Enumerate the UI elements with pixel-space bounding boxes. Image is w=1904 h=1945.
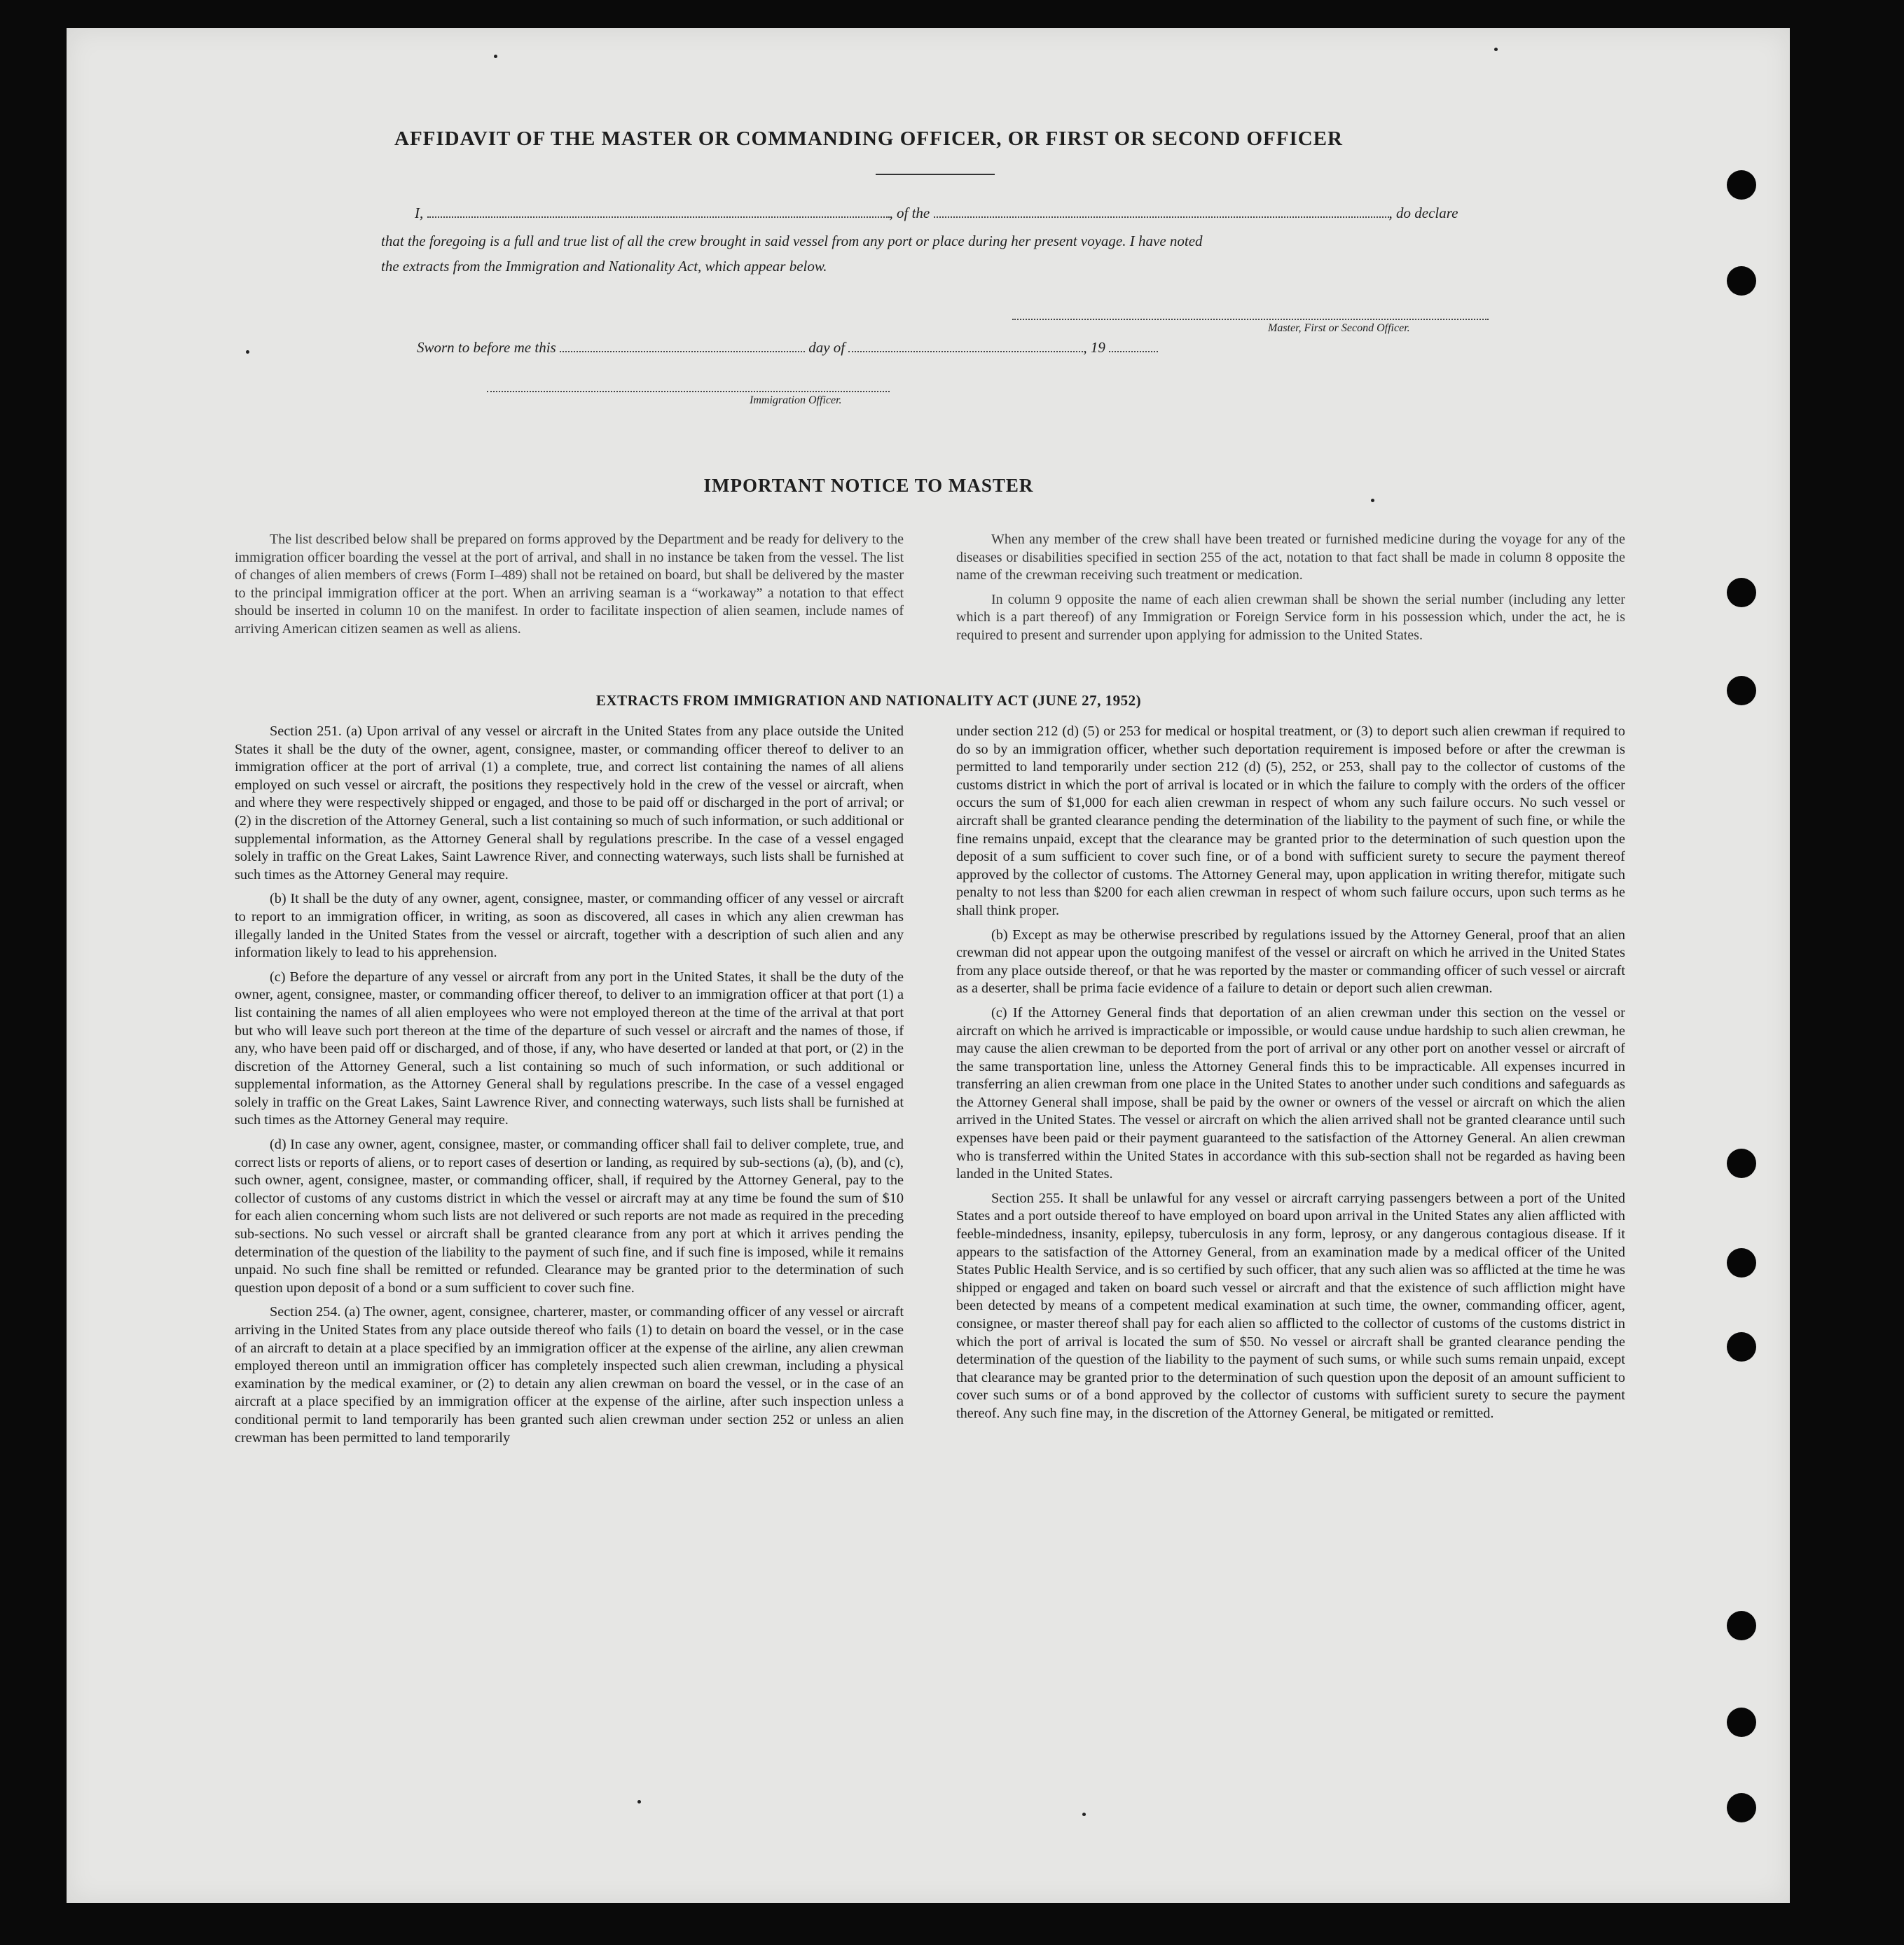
punch-hole	[1727, 1332, 1756, 1362]
punch-hole	[1727, 266, 1756, 296]
master-signature-label: Master, First or Second Officer.	[1268, 322, 1410, 334]
extract-paragraph: (b) Except as may be otherwise prescribed by regulations issued by the Attorney General, proof that an alien crewman did not appear upon the outgoing manifest of the vessel or aircraft on which he arrived in the United States from any place outside thereof, or that he was reported by the master or commanding officer of such vessel or aircraft as a deserter, shall be prima facie evidence of a failure to detain or deport such alien crewman.	[956, 927, 1625, 997]
notice-paragraph: In column 9 opposite the name of each alien crewman shall be shown the serial number (including any letter which is a part thereof) of any Immigration or Foreign Service form in his possession which, under the act, he is required to present and surrender upon applying for admission to the United States.	[956, 591, 1625, 643]
year-blank	[1109, 351, 1158, 352]
extracts-right-column	[956, 723, 1625, 1430]
speck	[637, 1800, 641, 1804]
master-signature-line	[1012, 319, 1489, 320]
immigration-officer-signature-line	[487, 391, 890, 392]
affidavit-line-1	[415, 205, 1458, 222]
punch-hole	[1727, 1708, 1756, 1737]
speck	[246, 350, 249, 354]
notice-title: IMPORTANT NOTICE TO MASTER	[703, 475, 1034, 496]
sworn-label: Sworn to before me this	[417, 339, 556, 356]
affidavit-line-2: that the foregoing is a full and true list of all the crew brought in said vessel from any port or place during her present voyage. I have noted	[381, 233, 1203, 249]
day-of-label: day of	[808, 339, 846, 356]
extract-paragraph: under section 212 (d) (5) or 253 for medical or hospital treatment, or (3) to deport such alien crewman if required to do so by an immigration officer, whether such deportation requirement is imposed before or after the crewman is permitted to land temporarily under section 212 (d) (5), 252, or 253, shall pay to the collector of customs of the customs district in which the port of arrival is located or in which the failure to comply with the orders of the officer occurs the sum of $1,000 for each alien crewman in respect of whom any such failure occurs. No such vessel or aircraft shall be granted clearance pending the determination of the liability to the payment of such fine, or while the fine remains unpaid, except that the clearance may be granted prior to the determination of such question upon the deposit of a sum sufficient to cover such fine, or of a bond with sufficient surety to secure the payment thereof approved by the collector of customs. The Attorney General may, upon application in writing therefor, mitigate such penalty to not less than $200 for each alien crewman in respect of whom such failure occurs, upon such terms as he shall think proper.	[956, 724, 1625, 918]
punch-hole	[1727, 1248, 1756, 1278]
affidavit-line-3: the extracts from the Immigration and Nationality Act, which appear below.	[381, 258, 827, 275]
speck	[1494, 48, 1498, 51]
punch-hole	[1727, 578, 1756, 607]
extract-paragraph: (b) It shall be the duty of any owner, agent, consignee, master, or commanding officer of any vessel or aircraft to report to an immigration officer, in writing, as soon as discovered, all cases in which any alien crewman has illegally landed in the United States from the vessel or aircraft, together with a description of such alien and any information likely to lead to his apprehension.	[235, 891, 904, 961]
notice-paragraph: The list described below shall be prepared on forms approved by the Department and be ready for delivery to the immigration officer boarding the vessel at the port of arrival, and shall in no instance be taken from the vessel. The list of changes of alien members of crews (Form I–489) shall not be retained on board, but shall be delivered by the master to the principal immigration officer at the port. When an arriving seaman is a “workaway” a notation to that effect should be inserted in column 10 on the manifest. In order to facilitate inspection of alien seamen, include names of arriving American citizen seamen as well as aliens.	[235, 532, 904, 637]
extract-paragraph: (c) If the Attorney General finds that deportation of an alien crewman under this section on the vessel or aircraft on which he arrived is impracticable or impossible, or would cause undue hardship to such alien crewman, he may cause the alien crewman to be deported from the port of arrival or any other port on another vessel or aircraft of the same transportation line, unless the Attorney General finds this to be impracticable. All expenses incurred in transferring an alien crewman from one place in the United States to another under such conditions and safeguards as the Attorney General shall impose, shall be paid by the owner or owners of the vessel or aircraft on which the alien arrived in the United States. The vessel or aircraft on which the alien arrived shall not be granted clearance until such expenses have been paid or their payment guaranteed to the satisfaction of the Attorney General. An alien crewman who is transferred within the United States in accordance with this sub-section shall not be regarded as having been landed in the United States.	[956, 1004, 1625, 1182]
sworn-day-blank	[560, 351, 805, 352]
affidavit-i-label: I,	[415, 205, 424, 221]
notice-paragraph: When any member of the crew shall have been treated or furnished medicine during the voyage for any of the diseases or disabilities specified in section 255 of the act, notation to that fact shall be made in column 8 opposite the name of the crewman receiving such treatment or medication.	[956, 532, 1625, 583]
extract-paragraph: (c) Before the departure of any vessel or aircraft from any port in the United States, it shall be the duty of the owner, agent, consignee, master, or commanding officer thereof, to deliver to an immigration officer at that port (1) a list containing the names of all alien employees who were not employed thereon at the time of the arrival at that port but who will leave such port thereon at the time of the departure of such vessel or aircraft and the names of those, if any, who have been paid off or discharged, and of those, if any, who have deserted or landed at that port, or (2) in the discretion of the Attorney General, such a list containing so much of such information, or such additional or supplemental information, as the Attorney General shall by regulations prescribe. In the case of a vessel engaged solely in traffic on the Great Lakes, Saint Lawrence River, and connecting waterways, such lists shall be furnished at such times as the Attorney General may require.	[235, 969, 904, 1128]
punch-hole	[1727, 1149, 1756, 1178]
affidavit-title: AFFIDAVIT OF THE MASTER OR COMMANDING OFFICER, OR FIRST OR SECOND OFFICER	[394, 127, 1343, 150]
punch-hole	[1727, 1611, 1756, 1640]
extract-paragraph: Section 255. It shall be unlawful for any vessel or aircraft carrying passengers between a port of the United States and a port outside thereof to have employed on board upon arrival in the United States any alien afflicted with feeble-mindedness, insanity, epilepsy, tuberculosis in any form, leprosy, or any dangerous contagious disease. If it appears to the satisfaction of the Attorney General, from an examination made by a medical officer of the United States Public Health Service, and is so certified by such officer, that any such alien was so afflicted at the time he was shipped or engaged and taken on board such vessel or aircraft and that the existence of such affliction might have been detected by means of a competent medical examination at such time, the owner, commanding officer, agent, consignee, or master thereof shall pay for each alien so afflicted to the collector of customs of the customs district in which the port of arrival is located the sum of $50. No vessel or aircraft shall be granted clearance pending the determination of the question of the liability to the payment of such sums, or while such sums remain unpaid, except that clearance may be granted prior to the determination of such question upon the deposit of an amount sufficient to cover such sums or of a bond approved by the collector of customs with sufficient surety to secure the payment thereof. Any such fine may, in the discretion of the Attorney General, be mitigated or remitted.	[956, 1190, 1625, 1421]
notice-left-column	[235, 531, 904, 645]
name-blank	[427, 216, 890, 218]
affidavit-do-declare-label: , do declare	[1388, 205, 1458, 221]
speck	[1371, 499, 1374, 502]
extracts-left-column	[235, 723, 904, 1453]
affidavit-of-the-label: , of the	[889, 205, 930, 221]
sworn-line	[417, 339, 1158, 357]
extract-paragraph: Section 251. (a) Upon arrival of any vessel or aircraft in the United States from any place outside the United States it shall be the duty of the owner, agent, consignee, master, or commanding officer thereof to deliver to an immigration officer at the port of arrival (1) a complete, true, and correct list containing the names of all aliens employed on such vessel or aircraft, the positions they respectively hold in the crew of the vessel or aircraft, when and where they were respectively shipped or engaged, and those to be paid off or discharged in the port of arrival; or (2) in the discretion of the Attorney General, such a list containing so much of such information, or such additional or supplemental information, as the Attorney General shall by regulations prescribe. In the case of a vessel engaged solely in traffic on the Great Lakes, Saint Lawrence River, and connecting waterways, such lists shall be furnished at such times as the Attorney General may require.	[235, 724, 904, 882]
document-page	[67, 28, 1790, 1903]
speck	[1082, 1813, 1086, 1816]
month-blank	[848, 351, 1083, 352]
extract-paragraph: Section 254. (a) The owner, agent, consignee, charterer, master, or commanding officer of any vessel or aircraft arriving in the United States from any place outside thereof who fails (1) to detain on board the vessel, or in the case of an aircraft to detain at a place specified by an immigration officer at the expense of the airline, any alien crewman employed thereon until an immigration officer has completely inspected such alien crewman, including a physical examination by the medical examiner, or (2) to detain any alien crewman on board the vessel, or in the case of an aircraft at a place specified by an immigration officer at the expense of the airline, after such inspection unless a conditional permit to land temporarily has been granted such alien crewman under section 252 or unless an alien crewman has been permitted to land temporarily	[235, 1304, 904, 1446]
punch-hole	[1727, 1793, 1756, 1822]
notice-right-column	[956, 531, 1625, 651]
extract-paragraph: (d) In case any owner, agent, consignee, master, or commanding officer shall fail to deliver complete, true, and correct lists or reports of aliens, or to report cases of desertion or landing, as required by sub-sections (a), (b), and (c), such owner, agent, consignee, master, or commanding officer, shall, if required by the Attorney General, pay to the collector of customs of any customs district in which the vessel or aircraft may at any time be found the sum of $10 for each alien concerning whom such lists are not delivered or such reports are not made as required in the preceding sub-sections. No such vessel or aircraft shall be granted clearance from any port at which it arrives pending the determination of the question of the liability to the payment of such fine, and if such fine is imposed, while it remains unpaid. No such fine shall be remitted or refunded. Clearance may be granted prior to the determination of such question upon deposit of a bond or a sum sufficient to cover such fine.	[235, 1137, 904, 1296]
year-label: , 19	[1083, 339, 1105, 356]
extracts-title: EXTRACTS FROM IMMIGRATION AND NATIONALITY ACT (JUNE 27, 1952)	[595, 692, 1142, 709]
punch-hole	[1727, 170, 1756, 200]
speck	[494, 55, 497, 58]
title-rule	[876, 174, 995, 175]
vessel-blank	[934, 216, 1389, 218]
immigration-officer-label: Immigration Officer.	[750, 394, 842, 406]
